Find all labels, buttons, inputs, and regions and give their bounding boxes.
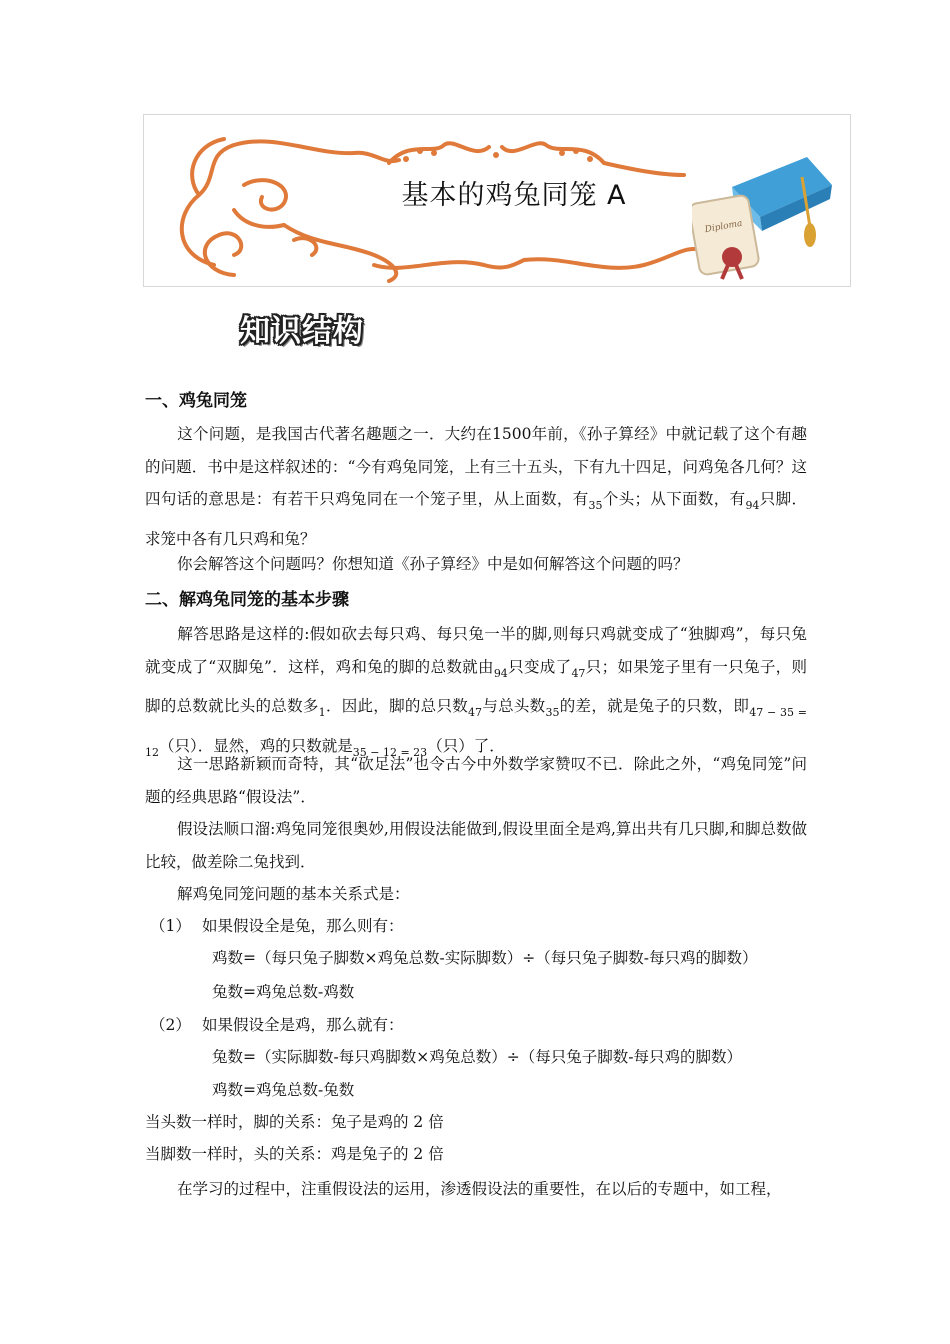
- section2-para2: 这一思路新颖而奇特，其“砍足法”也令古今中外数学家赞叹不已．除此之外，“鸡兔同笼”问题的经典思路“假设法”．: [145, 755, 807, 806]
- case1-formula2: 兔数=鸡兔总数-鸡数: [212, 983, 355, 1001]
- section1-para2: 你会解答这个问题吗？你想知道《孙子算经》中是如何解答这个问题的吗？: [177, 555, 689, 573]
- relation-heads: 当头数一样时，脚的关系：兔子是鸡的 2 倍: [145, 1113, 444, 1131]
- page-title: 基本的鸡兔同笼 A: [401, 180, 627, 211]
- section2-heading: 二、解鸡兔同笼的基本步骤: [145, 590, 349, 610]
- section2-para1: 解答思路是这样的:假如砍去每只鸡、每只兔一半的脚,则每只鸡就变成了“独脚鸡”，每只兔就变成了“双脚兔”．这样，鸡和兔的脚的总数就由$_{94}$只变成了$_{47}$只；如果笼子里有一只兔子，则脚的总数就比头的总数多$_1$．因此，脚的总只数$_{47}$与总头数$_{35}$的差，就是兔子的只数，即$_{47 - 35 = 12}$（只）．显然，鸡的只数就是$_{35 - 12 = 23}$（只）了．: [145, 625, 807, 759]
- case1-number: （1）: [150, 917, 191, 935]
- case2-formula2: 鸡数=鸡兔总数-兔数: [212, 1081, 355, 1099]
- section1-para1: 这个问题，是我国古代著名趣题之一．大约在1500年前，《孙子算经》中就记载了这个有趣的问题．书中是这样叙述的：“今有鸡兔同笼，上有三十五头，下有九十四足，问鸡兔各几何？这四句话的意思是：有若干只鸡兔同在一个笼子里，从上面数，有$_{35}$个头；从下面数，有$_{94}$只脚．求笼中各有几只鸡和兔？: [145, 425, 807, 548]
- case1-formula1: 鸡数=（每只兔子脚数×鸡兔总数-实际脚数）÷（每只兔子脚数-每只鸡的脚数）: [212, 949, 758, 967]
- section2-para4: 解鸡兔同笼问题的基本关系式是：: [177, 885, 410, 903]
- case2-formula1: 兔数=（实际脚数-每只鸡脚数×鸡兔总数）÷（每只兔子脚数-每只鸡的脚数）: [212, 1048, 742, 1066]
- title-banner: [143, 114, 851, 287]
- case2-text: 如果假设全是鸡，那么就有：: [202, 1016, 404, 1034]
- case1-text: 如果假设全是兔，那么则有：: [202, 917, 404, 935]
- case2-number: （2）: [150, 1016, 191, 1034]
- relation-feet: 当脚数一样时，头的关系：鸡是兔子的 2 倍: [145, 1145, 444, 1163]
- diploma-label: Diploma: [704, 218, 744, 236]
- section2-para5: 在学习的过程中，注重假设法的运用，渗透假设法的重要性，在以后的专题中，如工程，: [177, 1180, 782, 1198]
- section-badge: 知识结构: [240, 314, 364, 349]
- section2-para3: 假设法顺口溜:鸡兔同笼很奥妙,用假设法能做到,假设里面全是鸡,算出共有几只脚,和脚总数做比较，做差除二兔找到．: [145, 820, 807, 871]
- section1-heading: 一、鸡兔同笼: [145, 391, 247, 411]
- graduation-cap-icon: [692, 137, 842, 282]
- diploma-scroll-icon: [692, 194, 760, 279]
